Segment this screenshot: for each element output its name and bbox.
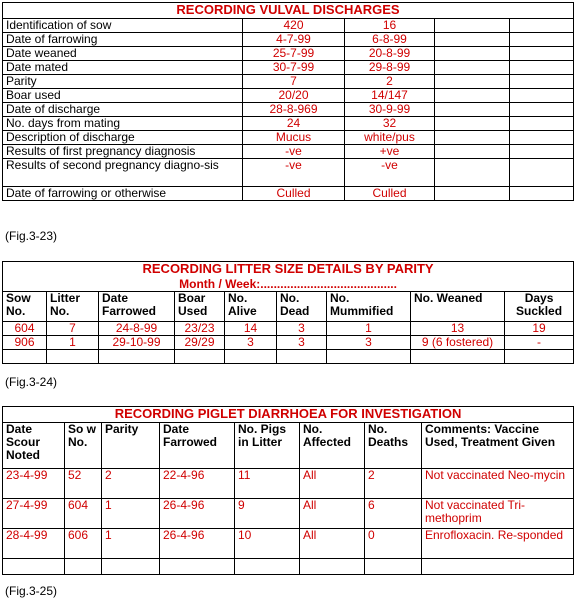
table-cell: 604	[3, 321, 47, 335]
table-cell: 1	[327, 321, 411, 335]
table-title: RECORDING VULVAL DISCHARGES	[3, 3, 574, 19]
litter-size-table	[2, 261, 574, 364]
cell-value	[435, 103, 510, 117]
table-title: RECORDING LITTER SIZE DETAILS BY PARITY	[3, 262, 574, 278]
table-row	[3, 335, 574, 349]
cell-value	[510, 131, 574, 145]
column-header: No. Dead	[277, 291, 327, 321]
column-header: Comments: Vaccine Used, Treatment Given	[422, 423, 574, 469]
table-cell: 3	[277, 321, 327, 335]
cell-value	[510, 159, 574, 187]
table-cell	[47, 349, 99, 363]
cell-value	[510, 19, 574, 33]
vulval-discharge-table	[2, 2, 574, 201]
cell-value: 7	[243, 75, 345, 89]
table-cell: 10	[235, 529, 300, 559]
cell-value	[510, 33, 574, 47]
table-row	[3, 103, 574, 117]
table-cell: 1	[47, 335, 99, 349]
column-header: Date Farrowed	[160, 423, 235, 469]
table-cell: 23/23	[175, 321, 225, 335]
header-row	[3, 423, 574, 469]
table-cell: 3	[277, 335, 327, 349]
cell-value: 30-7-99	[243, 61, 345, 75]
table-row	[3, 61, 574, 75]
row-label: Description of discharge	[3, 131, 243, 145]
cell-value: +ve	[345, 145, 435, 159]
cell-value: Culled	[243, 187, 345, 201]
cell-value: 4-7-99	[243, 33, 345, 47]
table-cell: Enrofloxacin. Re-sponded	[422, 529, 574, 559]
cell-value: 30-9-99	[345, 103, 435, 117]
row-label: Date of discharge	[3, 103, 243, 117]
row-label: Boar used	[3, 89, 243, 103]
table-cell: 28-4-99	[3, 529, 65, 559]
column-header: No. Affected	[300, 423, 365, 469]
cell-value: 20-8-99	[345, 47, 435, 61]
column-header: No. Mummified	[327, 291, 411, 321]
cell-value: white/pus	[345, 131, 435, 145]
column-header: Date Farrowed	[99, 291, 175, 321]
row-label: Date of farrowing	[3, 33, 243, 47]
cell-value	[435, 89, 510, 103]
table-cell: 11	[235, 469, 300, 499]
table-cell: 9	[235, 499, 300, 529]
cell-value: 2	[345, 75, 435, 89]
table-row	[3, 559, 574, 575]
cell-value	[510, 89, 574, 103]
table-cell: All	[300, 469, 365, 499]
table-cell	[65, 559, 102, 575]
cell-value	[435, 159, 510, 187]
cell-value	[510, 145, 574, 159]
table-cell: 23-4-99	[3, 469, 65, 499]
cell-value: -ve	[243, 159, 345, 187]
column-header: Litter No.	[47, 291, 99, 321]
cell-value: 32	[345, 117, 435, 131]
table-cell	[160, 559, 235, 575]
table-cell: 906	[3, 335, 47, 349]
table-cell: 14	[225, 321, 277, 335]
cell-value	[510, 47, 574, 61]
table-row	[3, 131, 574, 145]
table-cell	[411, 349, 505, 363]
table-row	[3, 349, 574, 363]
table-cell: -	[505, 335, 574, 349]
table-row	[3, 33, 574, 47]
table-cell	[277, 349, 327, 363]
cell-value	[435, 131, 510, 145]
cell-value: 24	[243, 117, 345, 131]
table-cell: 26-4-96	[160, 499, 235, 529]
table-cell	[225, 349, 277, 363]
table-row	[3, 321, 574, 335]
table-cell: Not vaccinated Tri-methoprim	[422, 499, 574, 529]
cell-value	[435, 47, 510, 61]
table-row	[3, 145, 574, 159]
row-label: Results of first pregnancy diagnosis	[3, 145, 243, 159]
row-label: Parity	[3, 75, 243, 89]
table-cell: 604	[65, 499, 102, 529]
column-header: So w No.	[65, 423, 102, 469]
table-cell	[422, 559, 574, 575]
table-cell: 29-10-99	[99, 335, 175, 349]
table-cell	[175, 349, 225, 363]
row-label: Date of farrowing or otherwise	[3, 187, 243, 201]
table-cell: 3	[327, 335, 411, 349]
table-cell: 27-4-99	[3, 499, 65, 529]
table-cell: 1	[102, 499, 160, 529]
cell-value	[435, 75, 510, 89]
cell-value: 25-7-99	[243, 47, 345, 61]
table-cell: All	[300, 499, 365, 529]
table-cell: 2	[102, 469, 160, 499]
table-cell: 19	[505, 321, 574, 335]
row-label: Date weaned	[3, 47, 243, 61]
cell-value: Mucus	[243, 131, 345, 145]
cell-value	[510, 117, 574, 131]
cell-value	[510, 187, 574, 201]
cell-value: 6-8-99	[345, 33, 435, 47]
table-row	[3, 75, 574, 89]
table-row	[3, 187, 574, 201]
table-cell	[505, 349, 574, 363]
table-cell	[3, 349, 47, 363]
cell-value: -ve	[345, 159, 435, 187]
table-cell	[327, 349, 411, 363]
table-cell: 22-4-96	[160, 469, 235, 499]
table-cell	[3, 559, 65, 575]
cell-value	[510, 61, 574, 75]
row-label: Identification of sow	[3, 19, 243, 33]
table-cell: 9 (6 fostered)	[411, 335, 505, 349]
row-label: Results of second pregnancy diagno-sis	[3, 159, 243, 187]
table-cell	[102, 559, 160, 575]
table-cell	[300, 559, 365, 575]
table-row	[3, 47, 574, 61]
month-week-line: Month / Week:.........................................	[3, 278, 574, 292]
table-row	[3, 89, 574, 103]
table-cell: 29/29	[175, 335, 225, 349]
row-label: Date mated	[3, 61, 243, 75]
column-header: No. Weaned	[411, 291, 505, 321]
column-header: Date Scour Noted	[3, 423, 65, 469]
cell-value	[510, 75, 574, 89]
column-header: Boar Used	[175, 291, 225, 321]
table-cell: 24-8-99	[99, 321, 175, 335]
cell-value	[435, 145, 510, 159]
table-cell: 52	[65, 469, 102, 499]
cell-value	[435, 61, 510, 75]
cell-value: Culled	[345, 187, 435, 201]
table-row	[3, 159, 574, 187]
column-header: Days Suckled	[505, 291, 574, 321]
column-header: No. Deaths	[365, 423, 422, 469]
table-cell: 0	[365, 529, 422, 559]
piglet-diarrhoea-table	[2, 406, 574, 575]
table-cell: Not vaccinated Neo-mycin	[422, 469, 574, 499]
cell-value	[510, 103, 574, 117]
table-cell: 26-4-96	[160, 529, 235, 559]
table-cell: 606	[65, 529, 102, 559]
table-cell: 7	[47, 321, 99, 335]
table-cell	[99, 349, 175, 363]
figure-caption: (Fig.3-24)	[5, 375, 58, 389]
table-cell: 1	[102, 529, 160, 559]
cell-value: 20/20	[243, 89, 345, 103]
row-label: No. days from mating	[3, 117, 243, 131]
column-header: Parity	[102, 423, 160, 469]
column-header: No. Pigs in Litter	[235, 423, 300, 469]
cell-value: -ve	[243, 145, 345, 159]
table-title: RECORDING PIGLET DIARRHOEA FOR INVESTIGATION	[3, 407, 574, 423]
table-row	[3, 529, 574, 559]
table-cell: All	[300, 529, 365, 559]
table-cell: 13	[411, 321, 505, 335]
figure-caption: (Fig.3-23)	[5, 229, 58, 243]
figure-caption: (Fig.3-25)	[5, 584, 58, 598]
cell-value	[435, 117, 510, 131]
table-cell	[235, 559, 300, 575]
table-cell: 2	[365, 469, 422, 499]
table-row	[3, 469, 574, 499]
cell-value	[435, 187, 510, 201]
cell-value: 420	[243, 19, 345, 33]
cell-value	[435, 33, 510, 47]
cell-value: 29-8-99	[345, 61, 435, 75]
column-header: No. Alive	[225, 291, 277, 321]
cell-value	[435, 19, 510, 33]
table-cell: 3	[225, 335, 277, 349]
cell-value: 16	[345, 19, 435, 33]
header-row	[3, 291, 574, 321]
table-row	[3, 499, 574, 529]
table-row	[3, 117, 574, 131]
table-row	[3, 19, 574, 33]
column-header: Sow No.	[3, 291, 47, 321]
table-cell: 6	[365, 499, 422, 529]
cell-value: 28-8-969	[243, 103, 345, 117]
cell-value: 14/147	[345, 89, 435, 103]
table-cell	[365, 559, 422, 575]
